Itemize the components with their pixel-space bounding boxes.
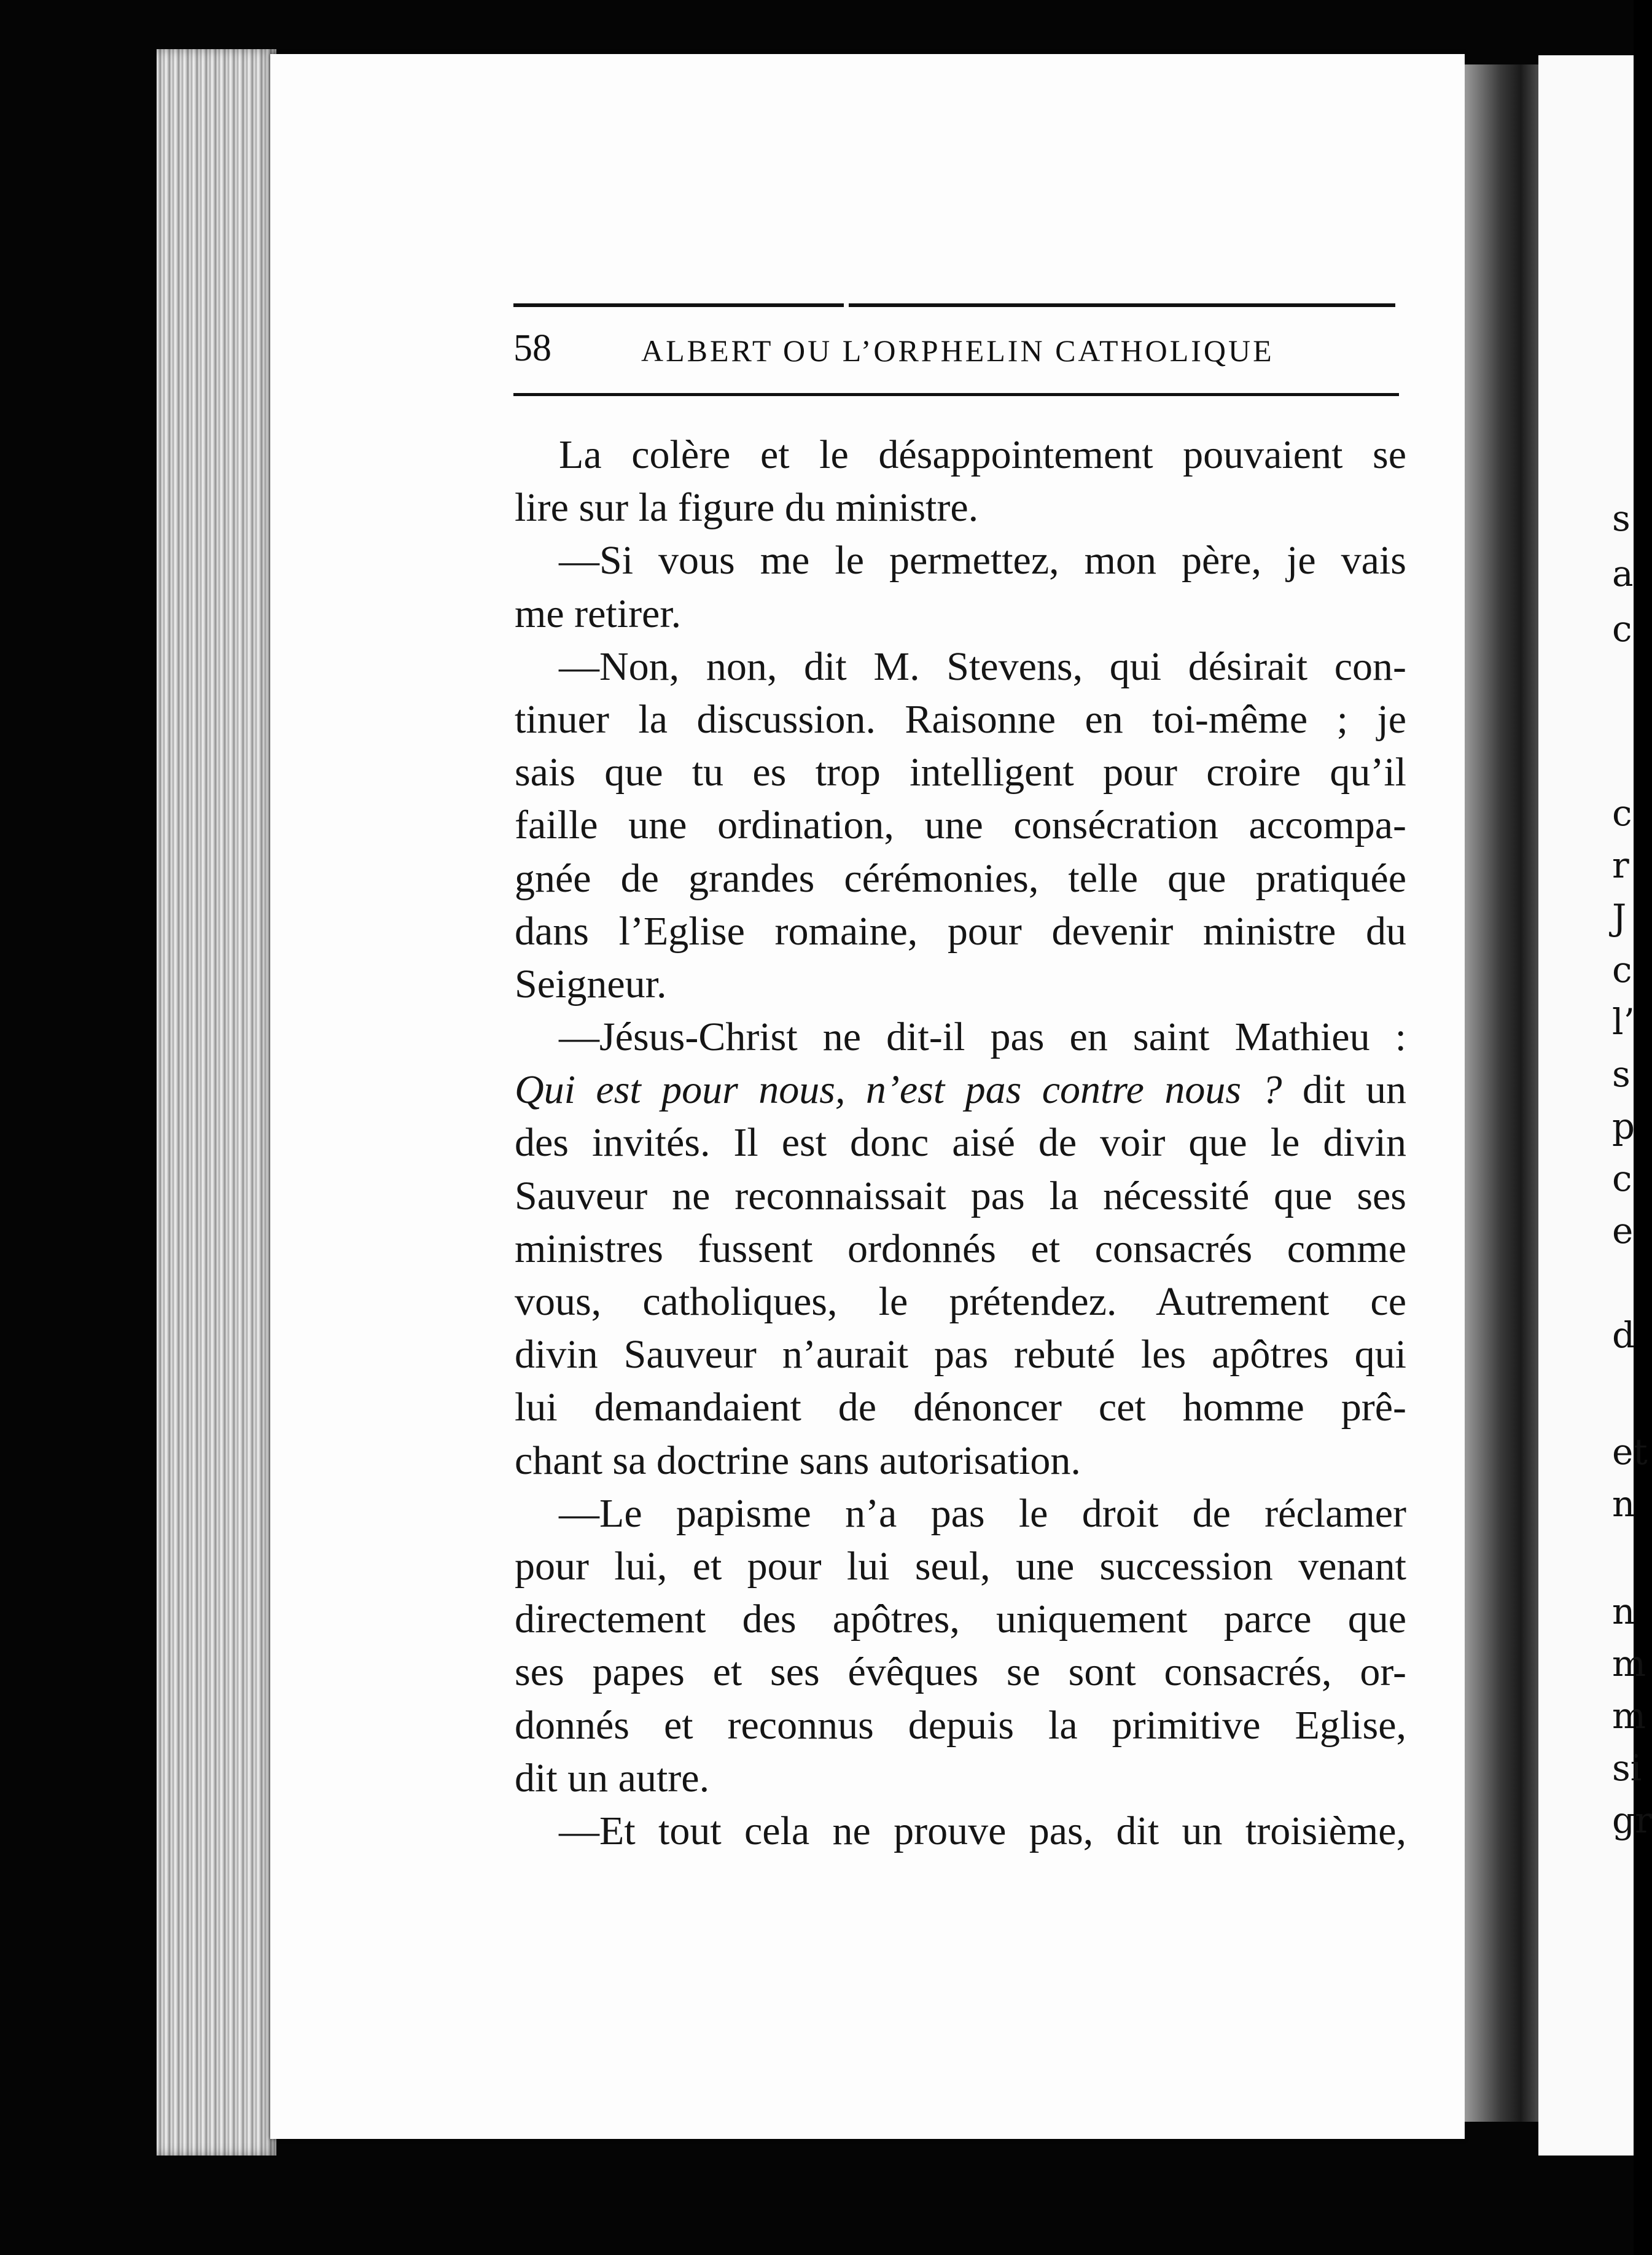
running-title: ALBERT OU L’ORPHELIN CATHOLIQUE: [641, 333, 1274, 368]
line-text: —Non, non, dit M. Stevens, qui désirait con-: [559, 644, 1406, 689]
text-line: [515, 534, 1406, 587]
text-line: [515, 1116, 1406, 1169]
text-line: [515, 588, 1406, 641]
next-page-fragment: J: [1612, 897, 1627, 938]
text-line: [515, 1646, 1406, 1699]
next-page-fragment: n: [1612, 1591, 1635, 1632]
line-text: ses papes et ses évêques se sont consacrés, or-: [515, 1649, 1406, 1695]
next-page-fragment: si: [1612, 1747, 1642, 1789]
next-page-fragment: s: [1612, 497, 1631, 539]
line-text: sais que tu es trop intelligent pour croire qu’il: [515, 750, 1406, 795]
line-text: vous, catholiques, le prétendez. Autrement ce: [515, 1279, 1406, 1324]
text-line: [515, 1593, 1406, 1646]
line-text: directement des apôtres, uniquement parce que: [515, 1597, 1406, 1642]
line-text: ministres fussent ordonnés et consacrés comme: [515, 1226, 1406, 1271]
text-line: [515, 958, 1406, 1011]
line-text: —Le papisme n’a pas le droit de réclamer: [559, 1490, 1406, 1536]
line-text: —Jésus-Christ ne dit-il pas en saint Mathieu :: [559, 1015, 1406, 1060]
next-page-fragment: et: [1612, 1431, 1648, 1473]
line-text: dans l’Eglise romaine, pour devenir ministre du: [515, 908, 1406, 954]
next-page-fragment: c: [1612, 608, 1632, 650]
book-gutter: [1465, 64, 1545, 2122]
next-page-fragment: gr: [1612, 1799, 1652, 1841]
next-page-fragment: m: [1612, 1643, 1646, 1684]
next-page-fragment: s: [1612, 1053, 1631, 1095]
header-rule-top: [513, 303, 1395, 307]
next-page-edge: [1538, 55, 1652, 2156]
line-text: des invités. Il est donc aisé de voir que le divin: [515, 1120, 1406, 1166]
italic-quote: Qui est pour nous, n’est pas contre nous ?: [515, 1067, 1282, 1113]
next-page-fragment: d: [1612, 1314, 1635, 1356]
text-line: [515, 1699, 1406, 1752]
line-text: dit un: [1282, 1067, 1406, 1113]
next-page-fragment: c: [1612, 949, 1632, 991]
text-line: [515, 1805, 1406, 1858]
line-text: faille une ordination, une consécration accompa-: [515, 803, 1406, 848]
text-line: [515, 693, 1406, 746]
text-line: [515, 1435, 1406, 1487]
text-line: [515, 1223, 1406, 1275]
page-edge-stack: [157, 49, 276, 2156]
line-text: donnés et reconnus depuis la primitive Eglise,: [515, 1702, 1406, 1748]
next-page-fragment: p: [1612, 1105, 1635, 1147]
text-line: [515, 1170, 1406, 1223]
text-line: [515, 1064, 1406, 1116]
header-rule-bottom: [513, 393, 1399, 396]
next-page-fragment: r: [1612, 844, 1629, 886]
text-line: [515, 1328, 1406, 1381]
next-page-fragment: a: [1612, 553, 1634, 594]
line-text: chant sa doctrine sans autorisation.: [515, 1438, 1081, 1483]
text-line: [515, 1487, 1406, 1540]
next-page-fragment: c: [1612, 1158, 1632, 1199]
body-text: [515, 429, 1406, 1858]
line-text: gnée de grandes cérémonies, telle que pratiquée: [515, 855, 1406, 901]
line-text: —Si vous me le permettez, mon père, je vais: [559, 538, 1406, 583]
next-page-fragment: e: [1612, 1210, 1634, 1252]
text-line: [515, 481, 1406, 534]
text-line: [515, 429, 1406, 481]
text-line: [515, 799, 1406, 852]
text-line: [515, 1381, 1406, 1434]
next-page-fragment: l’: [1612, 1001, 1635, 1043]
line-text: pour lui, et pour lui seul, une succession venant: [515, 1543, 1406, 1589]
line-text: tinuer la discussion. Raisonne en toi-même ; je: [515, 696, 1406, 742]
line-text: La colère et le désappointement pouvaient se: [559, 432, 1406, 477]
line-text: Seigneur.: [515, 961, 667, 1007]
text-line: [515, 905, 1406, 958]
next-page-fragment: m: [1612, 1695, 1646, 1737]
text-line: [515, 1540, 1406, 1593]
text-line: [515, 641, 1406, 693]
line-text: —Et tout cela ne prouve pas, dit un troisième,: [559, 1808, 1406, 1853]
text-line: [515, 1011, 1406, 1064]
line-text: lire sur la figure du ministre.: [515, 485, 979, 531]
text-line: [515, 1752, 1406, 1805]
running-head: [513, 327, 1395, 376]
text-line: [515, 746, 1406, 799]
next-page-fragment: c: [1612, 792, 1632, 834]
header-rule-break: [844, 303, 849, 307]
next-page-fragment: n: [1612, 1483, 1635, 1525]
text-line: [515, 852, 1406, 905]
line-text: me retirer.: [515, 591, 682, 636]
page-number: 58: [513, 327, 551, 369]
line-text: divin Sauveur n’aurait pas rebuté les apôtres qui: [515, 1332, 1406, 1377]
line-text: dit un autre.: [515, 1755, 710, 1801]
line-text: Sauveur ne reconnaissait pas la nécessité que ses: [515, 1173, 1406, 1218]
line-text: lui demandaient de dénoncer cet homme prê-: [515, 1385, 1406, 1430]
text-line: [515, 1275, 1406, 1328]
